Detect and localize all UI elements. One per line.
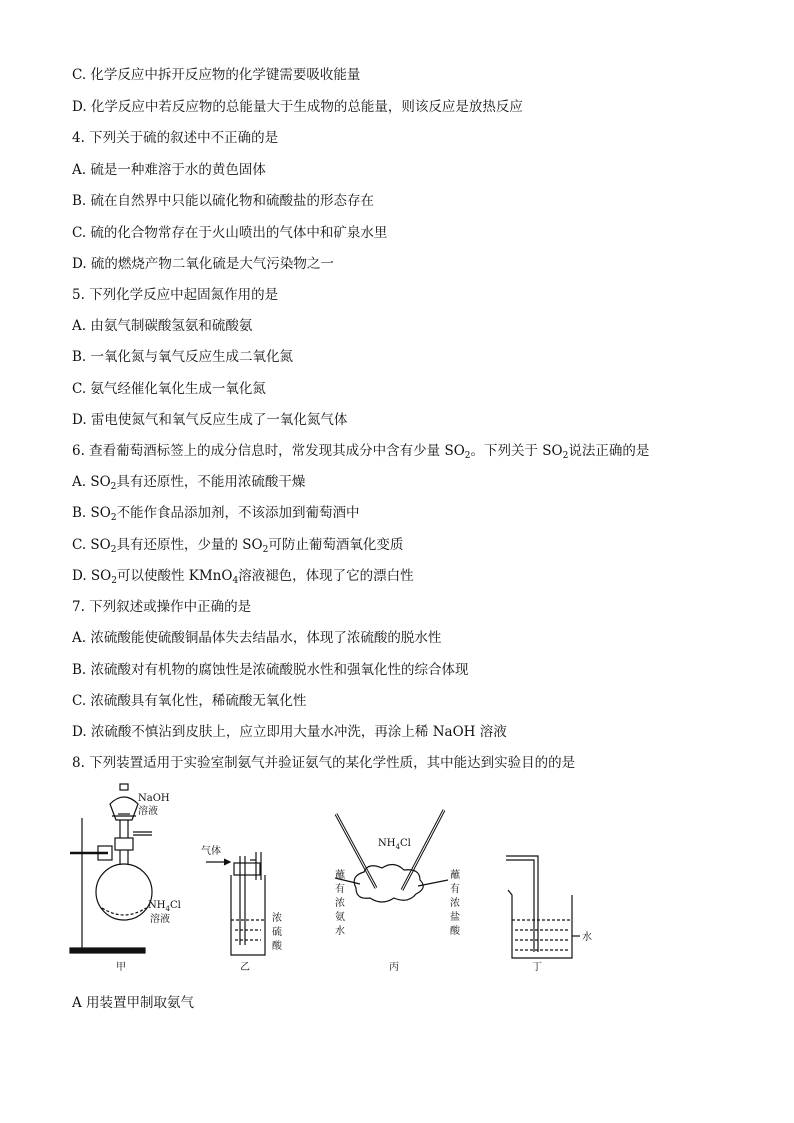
label-right-5: 酸: [450, 926, 460, 937]
option-a-q6: A. $SO_2$具有还原性，不能用浓硫酸干燥: [72, 474, 306, 492]
label-nh4cl-jia: $NH_4Cl$: [148, 900, 181, 913]
option-c-q6: C. $SO_2$具有还原性，少量的 $SO_2$可防止葡萄酒氧化变质: [72, 537, 404, 555]
label-left-3: 浓: [335, 898, 345, 909]
label-nh4cl-solution: 溶液: [150, 914, 170, 925]
question-4: 4. 下列关于硫的叙述中不正确的是: [72, 130, 279, 146]
question-8: 8. 下列装置适用于实验室制氨气并验证氨气的某化学性质，其中能达到实验目的的是: [72, 755, 576, 771]
option-a-q8: A 用装置甲制取氨气: [72, 995, 195, 1011]
label-right-4: 盐: [450, 912, 460, 923]
option-a-q5: A. 由氨气制碳酸氢氨和硫酸氨: [72, 318, 253, 334]
question-5: 5. 下列化学反应中起固氮作用的是: [72, 287, 279, 303]
option-c-q4: C. 硫的化合物常存在于火山喷出的气体中和矿泉水里: [72, 225, 388, 241]
option-c-q5: C. 氨气经催化氧化生成一氧化氮: [72, 381, 266, 397]
label-left-2: 有: [335, 884, 345, 895]
option-b-q6: B. $SO_2$不能作食品添加剂，不该添加到葡萄酒中: [72, 505, 360, 523]
option-c-q3: C. 化学反应中拆开反应物的化学键需要吸收能量: [72, 67, 361, 83]
apparatus-svg: [60, 780, 620, 980]
label-acid: 酸: [272, 941, 282, 952]
label-naoh-solution: 溶液: [138, 806, 158, 817]
label-nh4cl-bing: $NH_4Cl$: [378, 838, 411, 851]
label-right-1: 蘸: [450, 870, 460, 881]
option-a-q4: A. 硫是一种难溶于水的黄色固体: [72, 162, 266, 178]
question-6: 6. 查看葡萄酒标签上的成分信息时，常发现其成分中含有少量 $SO_2$。下列关于 $SO_2$说法正确的是: [72, 443, 650, 461]
question-7: 7. 下列叙述或操作中正确的是: [72, 599, 252, 615]
label-right-2: 有: [450, 884, 460, 895]
apparatus-yi: [206, 852, 265, 955]
option-d-q3: D. 化学反应中若反应物的总能量大于生成物的总能量，则该反应是放热反应: [72, 99, 523, 115]
caption-jia: 甲: [116, 962, 126, 973]
option-b-q7: B. 浓硫酸对有机物的腐蚀性是浓硫酸脱水性和强氧化性的综合体现: [72, 662, 469, 678]
label-sulfuric: 硫: [272, 927, 282, 938]
option-d-q6: D. $SO_2$可以使酸性 KMnO$_4$溶液褪色，体现了它的漂白性: [72, 568, 414, 586]
option-a-q7: A. 浓硫酸能使硫酸铜晶体失去结晶水，体现了浓硫酸的脱水性: [72, 630, 442, 646]
caption-yi: 乙: [240, 962, 250, 973]
label-left-4: 氨: [335, 912, 345, 923]
label-left-5: 水: [335, 926, 345, 937]
label-left-1: 蘸: [335, 870, 345, 881]
option-c-q7: C. 浓硫酸具有氧化性，稀硫酸无氧化性: [72, 693, 307, 709]
caption-bing: 丙: [389, 962, 399, 973]
option-b-q5: B. 一氧化氮与氧气反应生成二氧化氮: [72, 349, 294, 365]
option-d-q5: D. 雷电使氮气和氧气反应生成了一氧化氮气体: [72, 412, 348, 428]
label-water: 水: [582, 932, 592, 943]
label-right-3: 浓: [450, 898, 460, 909]
apparatus-ding: [506, 856, 580, 958]
option-d-q7: D. 浓硫酸不慎沾到皮肤上，应立即用大量水冲洗，再涂上稀 NaOH 溶液: [72, 724, 507, 740]
option-b-q4: B. 硫在自然界中只能以硫化物和硫酸盐的形态存在: [72, 193, 375, 209]
option-d-q4: D. 硫的燃烧产物二氧化硫是大气污染物之一: [72, 256, 334, 272]
apparatus-bing: [335, 810, 448, 902]
caption-ding: 丁: [532, 962, 542, 973]
apparatus-figure: [60, 780, 620, 980]
label-naoh: NaOH: [138, 793, 170, 804]
label-conc: 浓: [272, 913, 282, 924]
label-gas: 气体: [201, 846, 221, 857]
